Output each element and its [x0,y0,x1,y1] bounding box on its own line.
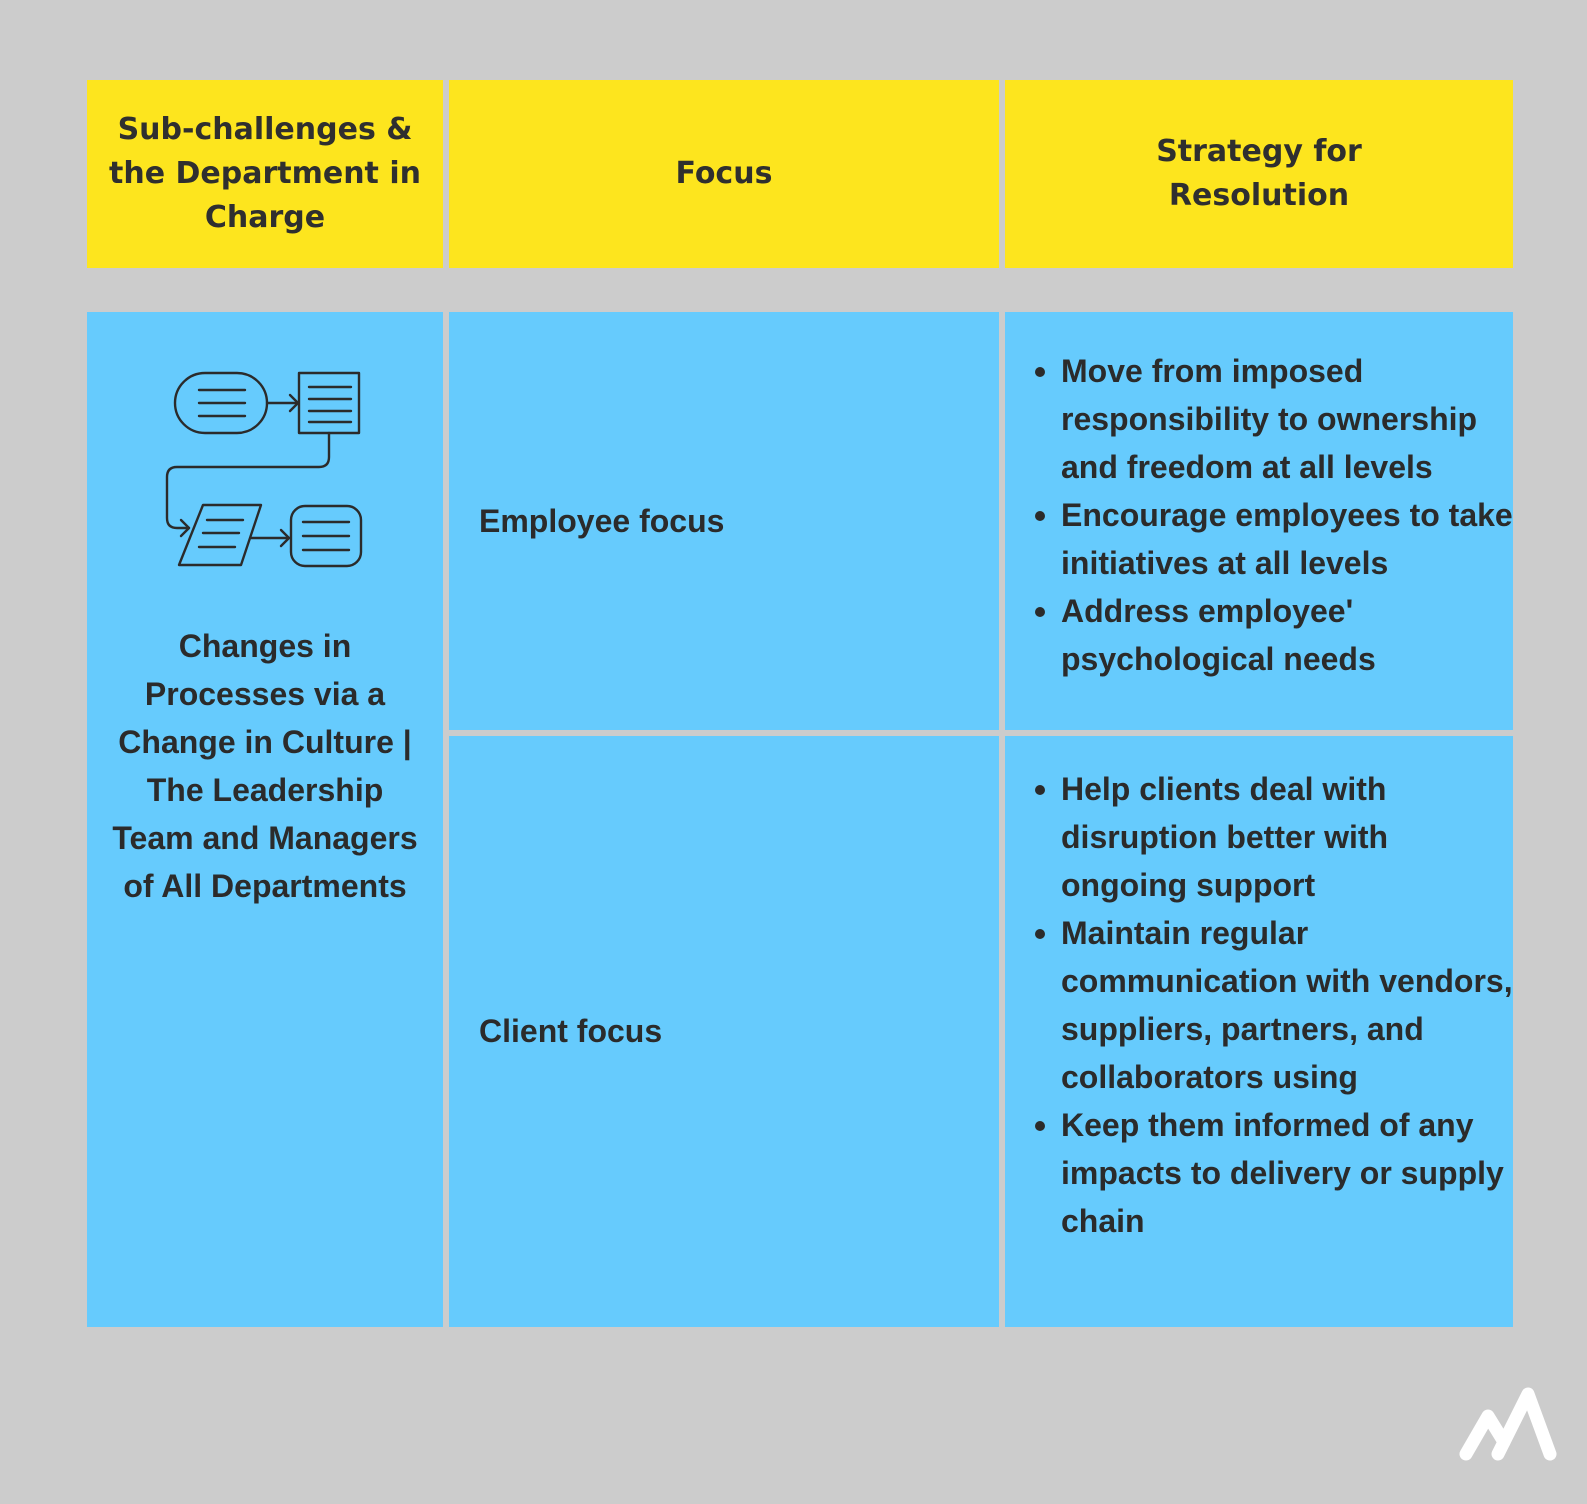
header-focus-label: Focus [675,156,773,191]
strategy-item: Keep them informed of any impacts to delivery or supply chain [1061,1101,1513,1245]
strategy-list-client [1005,765,1513,1245]
strategy-cell-employee [1005,312,1513,730]
header-strategy-label: Strategy for Resolution [1156,134,1362,213]
brand-logo-icon [1458,1384,1558,1464]
header-sub-challenges-label: Sub-challenges & the Department in Charge [109,112,421,235]
focus-label-client: Client focus [479,1013,663,1049]
strategy-item: Encourage employees to take initiatives at all levels [1061,491,1513,587]
header-sub-challenges [87,80,443,268]
strategy-item: Maintain regular communication with vendors, suppliers, partners, and collaborators using [1061,909,1513,1101]
focus-label-employee: Employee focus [479,502,725,539]
strategy-cell-client [1005,736,1513,1327]
strategy-list-employee [1005,347,1513,683]
department-description: Changes in Processes via a Change in Culture | The Leadership Team and Managers of All Departments [112,628,418,904]
strategy-item: Move from imposed responsibility to ownership and freedom at all levels [1061,347,1513,491]
header-focus [449,80,999,268]
department-cell [87,312,443,1327]
strategy-item: Help clients deal with disruption better with ongoing support [1061,765,1513,909]
strategy-item: Address employee' psychological needs [1061,587,1513,683]
header-strategy [1005,80,1513,268]
focus-cell-client [449,736,999,1327]
process-flow-icon [155,370,375,580]
focus-cell-employee [449,312,999,730]
